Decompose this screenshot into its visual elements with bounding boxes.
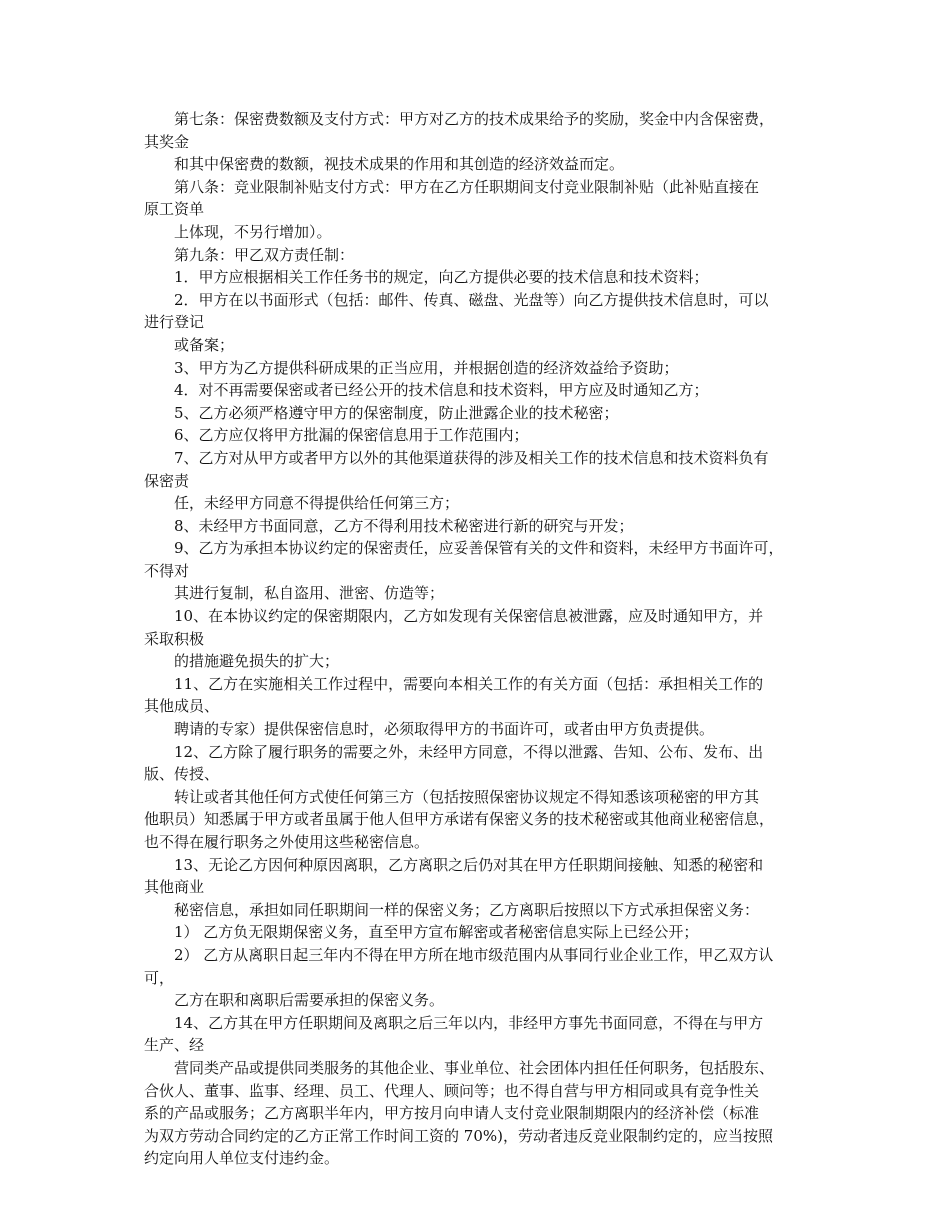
- document-line: 不得对: [144, 561, 190, 580]
- document-line: 为双方劳动合同约定的乙方正常工作时间工资的 70%)，劳动者违反竞业限制约定的，应当按照: [144, 1126, 773, 1145]
- document-line: 3、甲方为乙方提供科研成果的正当应用，并根据创造的经济效益给予资助；: [174, 358, 679, 377]
- document-line: 上体现，不另行增加）。: [174, 222, 332, 241]
- document-line: 聘请的专家）提供保密信息时，必须取得甲方的书面许可，或者由甲方负责提供。: [174, 720, 715, 739]
- document-line: 其他成员、: [144, 697, 220, 716]
- document-line: 第八条：竞业限制补贴支付方式：甲方在乙方任职期间支付竞业限制补贴（此补贴直接在: [174, 177, 760, 196]
- document-line: 的措施避免损失的扩大；: [174, 652, 340, 671]
- document-line: 8、未经甲方书面同意，乙方不得利用技术秘密进行新的研究与开发；: [174, 516, 634, 535]
- document-line: 1） 乙方负无限期保密义务，直至甲方宣布解密或者秘密信息实际上已经公开；: [174, 923, 699, 942]
- document-line: 2） 乙方从离职日起三年内不得在甲方所在地市级范围内从事同行业企业工作，甲乙双方认: [174, 945, 774, 964]
- document-line: 合伙人、董事、监事、经理、员工、代理人、顾问等；也不得自营与甲方相同或具有竞争性关: [144, 1081, 760, 1100]
- document-line: 任，未经甲方同意不得提供给任何第三方；: [174, 494, 460, 513]
- document-line: 乙方在职和离职后需要承担的保密义务。: [174, 991, 445, 1010]
- document-line: 生产、经: [144, 1036, 205, 1055]
- document-line: 1．甲方应根据相关工作任务书的规定，向乙方提供必要的技术信息和技术资料；: [174, 268, 709, 287]
- document-line: 13、无论乙方因何种原因离职，乙方离职之后仍对其在甲方任职期间接触、知悉的秘密和: [174, 855, 764, 874]
- document-line: 6、乙方应仅将甲方批漏的保密信息用于工作范围内；: [174, 426, 529, 445]
- document-line: 秘密信息，承担如同任职期间一样的保密义务；乙方离职后按照以下方式承担保密义务：: [174, 900, 760, 919]
- document-line: 第七条：保密费数额及支付方式：甲方对乙方的技术成果给予的奖励，奖金中内含保密费，: [174, 110, 775, 128]
- document-line: 进行登记: [144, 313, 205, 332]
- document-line: 其进行复制，私自盗用、泄密、仿造等；: [174, 584, 445, 603]
- document-line: 4．对不再需要保密或者已经公开的技术信息和技术资料，甲方应及时通知乙方；: [174, 381, 709, 400]
- document-line: 采取积极: [144, 629, 205, 648]
- document-line: 9、乙方为承担本协议约定的保密责任，应妥善保管有关的文件和资料，未经甲方书面许可，: [174, 539, 784, 558]
- document-line: 其奖金: [144, 132, 190, 151]
- document-line: 他职员）知悉属于甲方或者虽属于他人但甲方承诺有保密义务的技术秘密或其他商业秘密信息，: [144, 810, 775, 829]
- document-line: 11、乙方在实施相关工作过程中，需要向本相关工作的有关方面（包括：承担相关工作的: [174, 674, 764, 693]
- document-line: 14、乙方其在甲方任职期间及离职之后三年以内，非经甲方事先书面同意，不得在与甲方: [174, 1013, 764, 1032]
- document-line: 原工资单: [144, 200, 205, 219]
- document-line: 第九条：甲乙双方责任制：: [174, 245, 355, 264]
- document-line: 约定向用人单位支付违约金。: [144, 1149, 340, 1168]
- document-line: 7、乙方对从甲方或者甲方以外的其他渠道获得的涉及相关工作的技术信息和技术资料负有: [174, 448, 769, 467]
- document-line: 5、乙方必须严格遵守甲方的保密制度，防止泄露企业的技术秘密；: [174, 403, 619, 422]
- document-line: 营同类产品或提供同类服务的其他企业、事业单位、社会团体内担任任何职务，包括股东、: [174, 1058, 775, 1077]
- document-line: 2．甲方在以书面形式（包括：邮件、传真、磁盘、光盘等）向乙方提供技术信息时，可以: [174, 290, 769, 309]
- document-page: [144, 108, 814, 1170]
- document-line: 也不得在履行职务之外使用这些秘密信息。: [144, 833, 430, 851]
- document-line: 或备案；: [174, 335, 235, 354]
- document-line: 转让或者其他任何方式使任何第三方（包括按照保密协议规定不得知悉该项秘密的甲方其: [174, 787, 760, 806]
- document-line: 保密责: [144, 471, 190, 490]
- document-line: 和其中保密费的数额，视技术成果的作用和其创造的经济效益而定。: [174, 155, 625, 174]
- document-line: 版、传授、: [144, 765, 220, 784]
- document-line: 系的产品或服务；乙方离职半年内，甲方按月向申请人支付竞业限制期限内的经济补偿（标准: [144, 1104, 760, 1123]
- document-line: 12、乙方除了履行职务的需要之外，未经甲方同意，不得以泄露、告知、公布、发布、出: [174, 742, 764, 761]
- document-line: 其他商业: [144, 878, 205, 897]
- document-line: 可，: [144, 968, 175, 987]
- document-line: 10、在本协议约定的保密期限内，乙方如发现有关保密信息被泄露，应及时通知甲方，并: [174, 607, 764, 626]
